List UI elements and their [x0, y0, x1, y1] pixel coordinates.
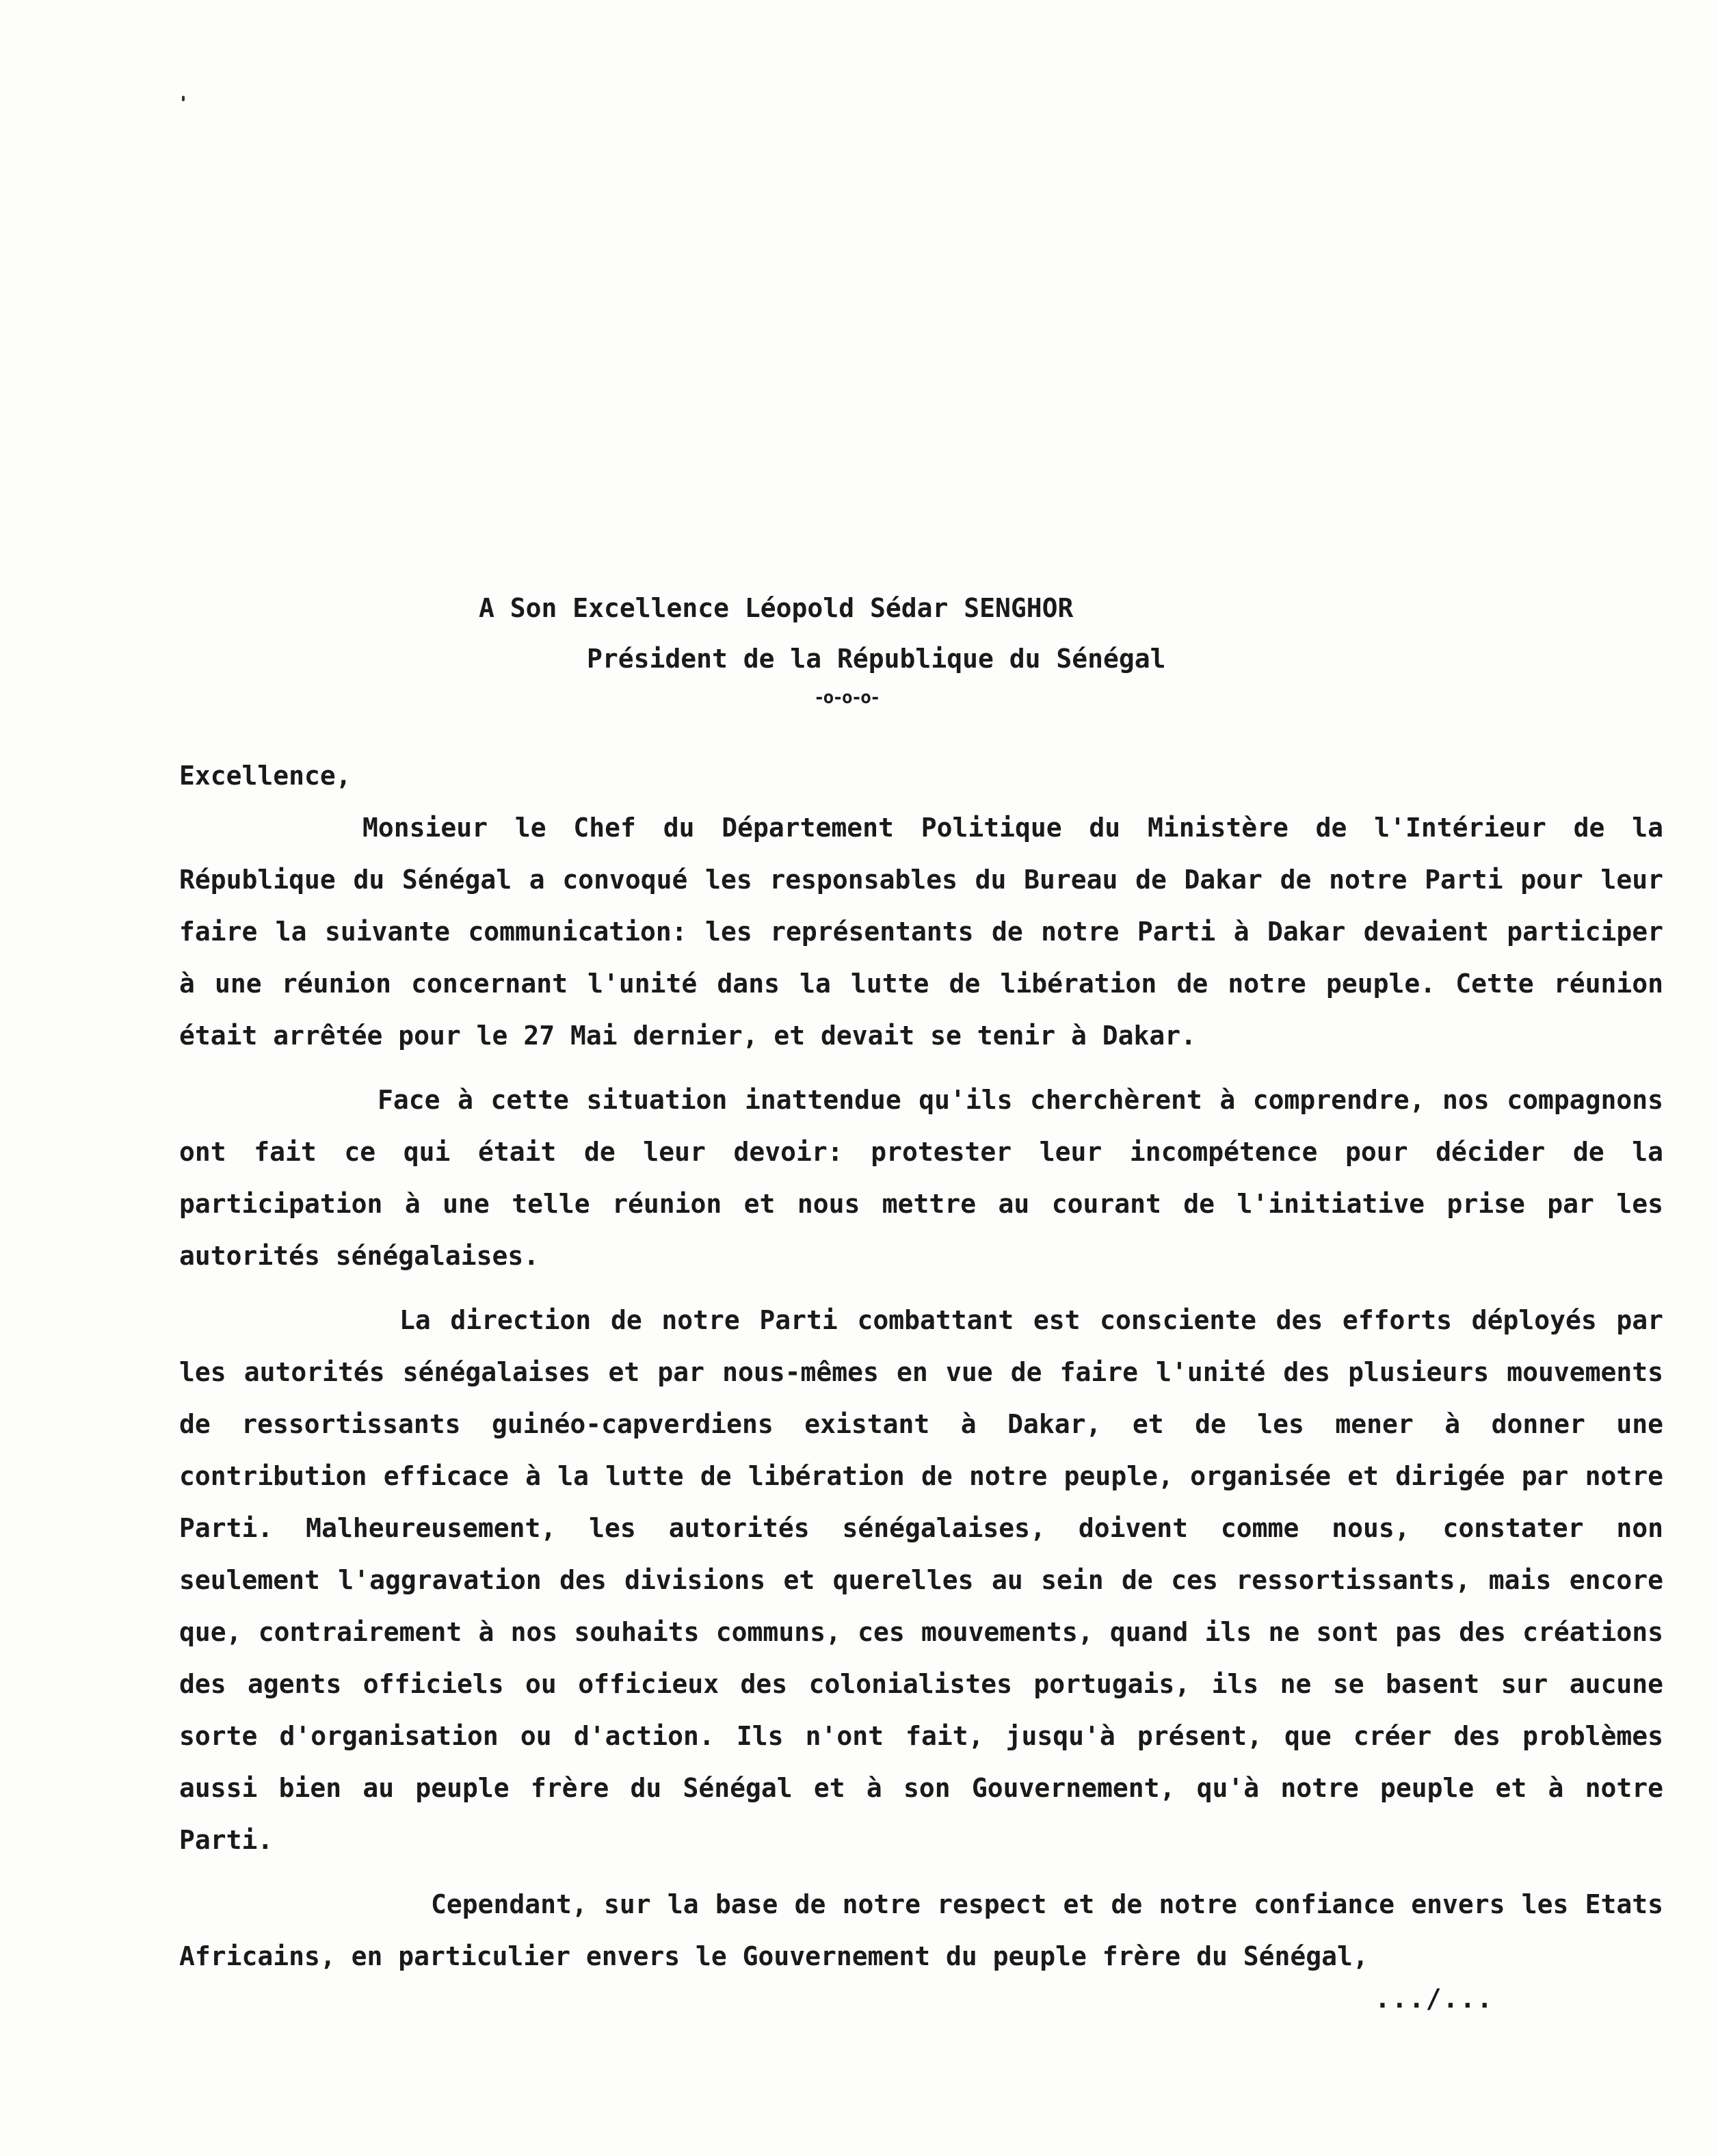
addressee-line-2: Président de la République du Sénégal	[587, 644, 1166, 674]
paragraph-1: Monsieur le Chef du Département Politique du Ministère de l'Intérieur de la République du Sénégal a convoqué les responsables du Bureau de Dakar de notre Parti pour leur faire la suivante communication: les représentants de notre Parti à Dakar devaient participer à une réunion concernant l'unité dans la lutte de libération de notre peuple. Cette réunion était arrêtée pour le 27 Mai dernier, et devait se tenir à Dakar.	[179, 813, 1663, 1051]
page-continuation-mark: .../...	[1375, 1984, 1494, 2014]
paper-speck-mark	[182, 96, 185, 101]
paragraph-4: Cependant, sur la base de notre respect et de notre confiance envers les Etats Africains, en particulier envers le Gouvernement du peuple frère du Sénégal,	[179, 1889, 1663, 1971]
addressee-line-1: A Son Excellence Léopold Sédar SENGHOR	[479, 593, 1074, 623]
addressee-separator: -o-o-o-	[814, 687, 880, 708]
paragraph-3: La direction de notre Parti combattant est consciente des efforts déployés par les autorités sénégalaises et par nous-mêmes en vue de faire l'unité des plusieurs mouvements de ressortissants guinéo-capverdiens existant à Dakar, et de les mener à donner une contribution efficace à la lutte de libération de notre peuple, organisée et dirigée par notre Parti. Malheureusement, les autorités sénégalaises, doivent comme nous, constater non seulement l'aggravation des divisions et querelles au sein de ces ressortissants, mais encore que, contrairement à nos souhaits communs, ces mouvements, quand ils ne sont pas des créations des agents officiels ou officieux des colonialistes portugais, ils ne se basent sur aucune sorte d'organisation ou d'action. Ils n'ont fait, jusqu'à présent, que créer des problèmes aussi bien au peuple frère du Sénégal et à son Gouvernement, qu'à notre peuple et à notre Parti.	[179, 1305, 1663, 1855]
salutation: Excellence,	[179, 761, 352, 791]
paragraph-2: Face à cette situation inattendue qu'ils cherchèrent à comprendre, nos compagnons ont fait ce qui était de leur devoir: protester leur incompétence pour décider de la participation à une telle réunion et nous mettre au courant de l'initiative prise par les autorités sénégalaises.	[179, 1085, 1663, 1271]
addressee-block	[479, 583, 1368, 711]
letter-body	[179, 750, 1663, 1982]
